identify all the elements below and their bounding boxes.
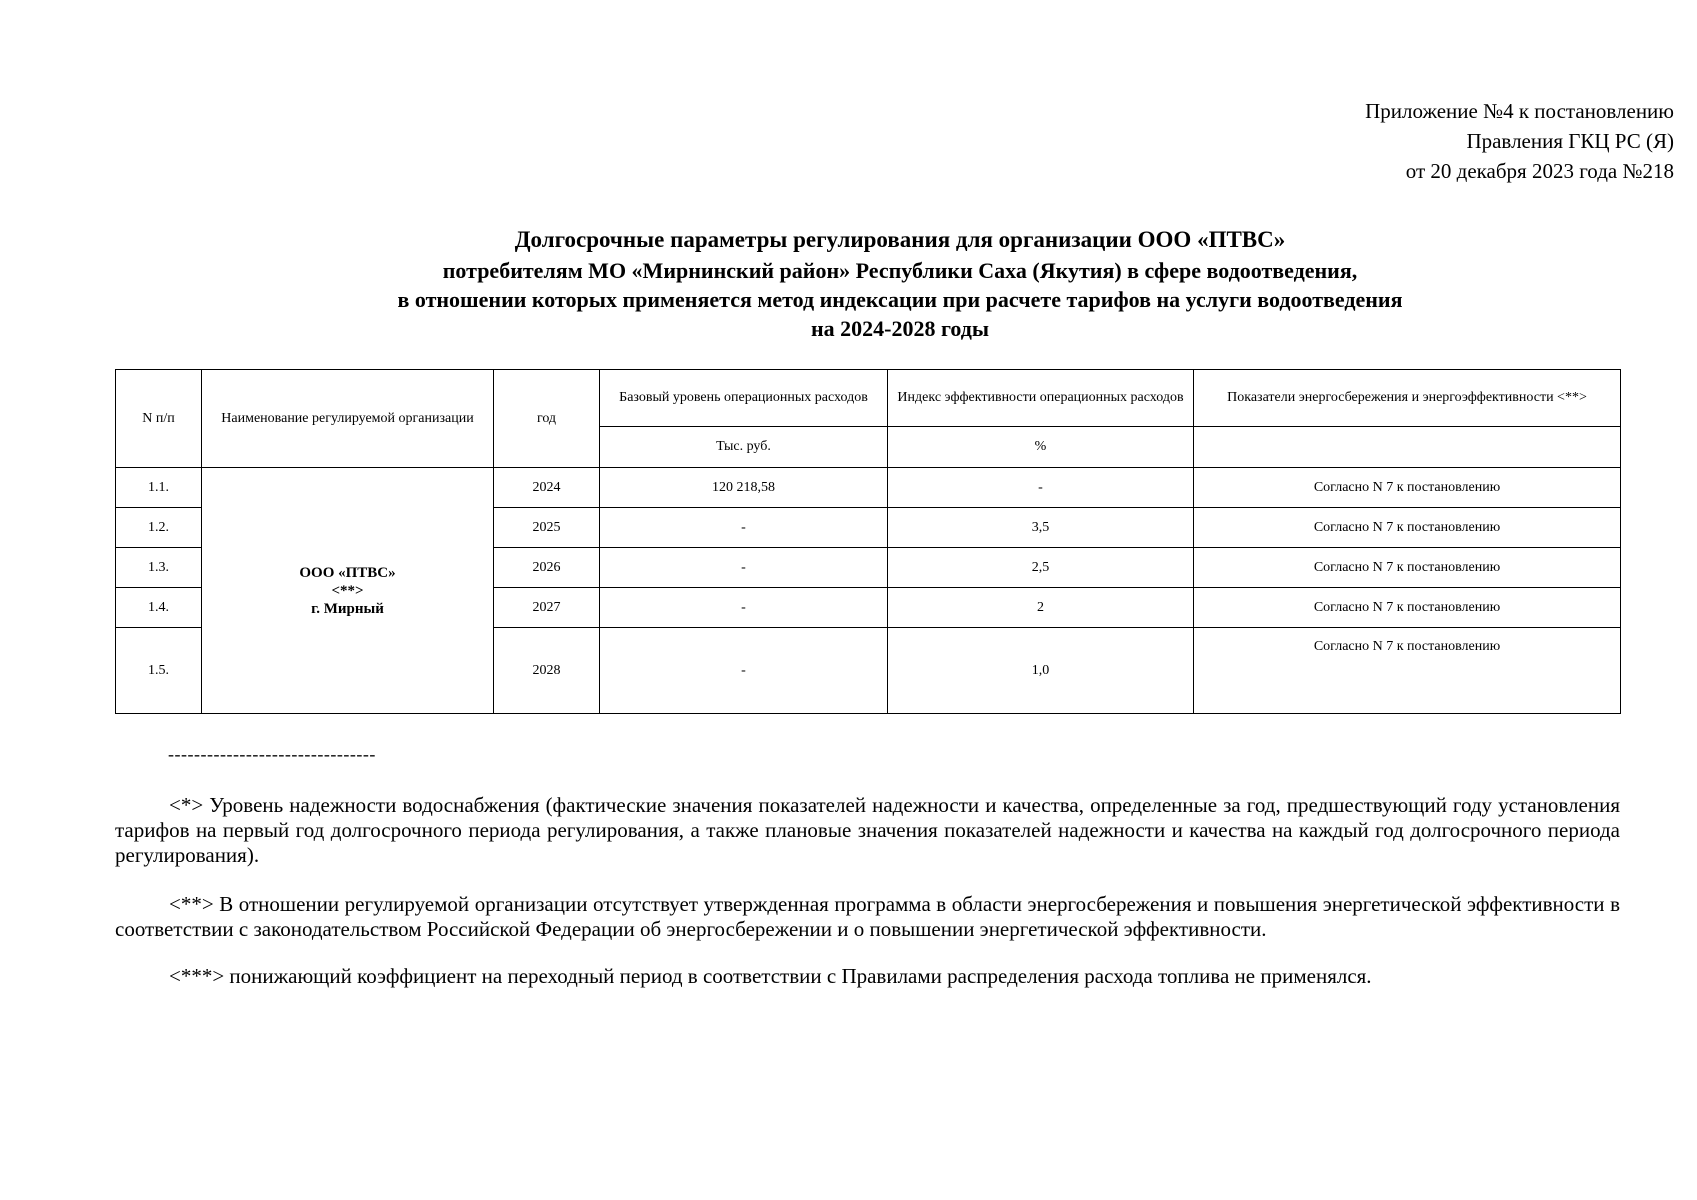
organization-name: ООО «ПТВС» — [299, 564, 396, 581]
header-base-level: Базовый уровень операционных расходов — [600, 370, 888, 427]
title-line-3: в отношении которых применяется метод индексации при расчете тарифов на услуги водоотведения — [397, 287, 1403, 312]
unit-base-level: Тыс. руб. — [600, 427, 888, 468]
row-year: 2024 — [494, 468, 600, 508]
header-organization: Наименование регулируемой организации — [202, 370, 494, 468]
header-line-authority: Правления ГКЦ РС (Я) — [1466, 129, 1674, 153]
header-energy-indicators: Показатели энергосбережения и энергоэффективности <**> — [1194, 370, 1621, 427]
row-energy-indicator: Согласно N 7 к постановлению — [1194, 588, 1621, 628]
document-header — [1365, 96, 1674, 186]
row-efficiency-index: 2 — [888, 588, 1194, 628]
unit-energy-indicators — [1194, 427, 1621, 468]
row-efficiency-index: 1,0 — [888, 628, 1194, 714]
header-efficiency-index: Индекс эффективности операционных расходов — [888, 370, 1194, 427]
row-year: 2027 — [494, 588, 600, 628]
table-row — [116, 468, 1621, 508]
footnote-2: <**> В отношении регулируемой организации отсутствует утвержденная программа в области энергосбережения и повышения энергетической эффективности в соответствии с законодательством Российской Федерации об энергосбережении и о повышении энергетической эффективности. — [115, 892, 1620, 941]
row-num: 1.2. — [116, 508, 202, 548]
row-efficiency-index: 3,5 — [888, 508, 1194, 548]
row-energy-indicator: Согласно N 7 к постановлению — [1194, 468, 1621, 508]
row-energy-indicator: Согласно N 7 к постановлению — [1194, 548, 1621, 588]
header-line-appendix: Приложение №4 к постановлению — [1365, 99, 1674, 123]
row-efficiency-index: - — [888, 468, 1194, 508]
header-year: год — [494, 370, 600, 468]
organization-city: г. Мирный — [311, 600, 384, 617]
row-efficiency-index: 2,5 — [888, 548, 1194, 588]
document-title — [0, 224, 1697, 343]
footnote-separator: -------------------------------- — [168, 744, 376, 764]
row-num: 1.1. — [116, 468, 202, 508]
row-year: 2025 — [494, 508, 600, 548]
row-num: 1.4. — [116, 588, 202, 628]
parameters-table — [115, 369, 1621, 714]
organization-name-cell — [202, 468, 494, 714]
row-base-level: - — [600, 508, 888, 548]
title-line-1: Долгосрочные параметры регулирования для организации ООО «ПТВС» — [514, 227, 1286, 252]
organization-footnote-ref: <**> — [331, 582, 364, 599]
header-num: N п/п — [116, 370, 202, 468]
row-num: 1.5. — [116, 628, 202, 714]
title-line-2: потребителям МО «Мирнинский район» Республики Саха (Якутия) в сфере водоотведения, — [442, 258, 1358, 283]
footnote-1: <*> Уровень надежности водоснабжения (фактические значения показателей надежности и качества, определенные за год, предшествующий году установления тарифов на первый год долгосрочного периода регулирования, а также плановые значения показателей надежности и качества на каждый год долгосрочного периода регулирования). — [115, 793, 1620, 867]
row-energy-indicator: Согласно N 7 к постановлению — [1194, 628, 1621, 714]
footnote-3: <***> понижающий коэффициент на переходный период в соответствии с Правилами распределения расхода топлива не применялся. — [169, 964, 1372, 988]
title-line-4: на 2024-2028 годы — [810, 316, 990, 341]
row-energy-indicator: Согласно N 7 к постановлению — [1194, 508, 1621, 548]
header-line-date: от 20 декабря 2023 года №218 — [1405, 159, 1674, 183]
unit-efficiency-index: % — [888, 427, 1194, 468]
row-year: 2028 — [494, 628, 600, 714]
row-num: 1.3. — [116, 548, 202, 588]
row-base-level: 120 218,58 — [600, 468, 888, 508]
row-year: 2026 — [494, 548, 600, 588]
row-base-level: - — [600, 548, 888, 588]
row-base-level: - — [600, 588, 888, 628]
row-base-level: - — [600, 628, 888, 714]
